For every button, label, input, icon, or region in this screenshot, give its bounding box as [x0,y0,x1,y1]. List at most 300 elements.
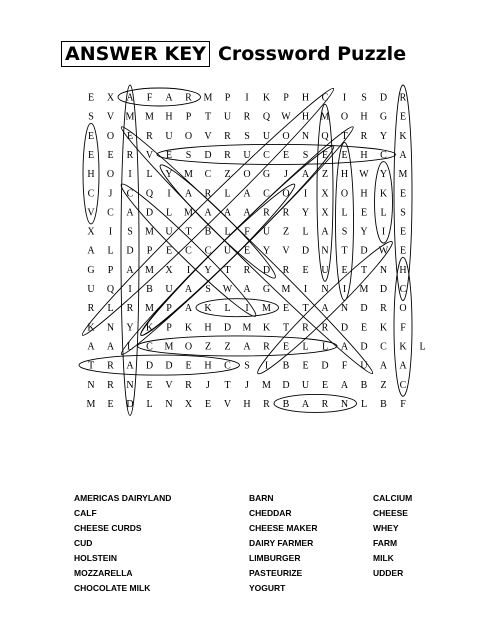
grid-letter: H [243,398,251,410]
grid-letter: Z [380,379,387,391]
grid-letter: M [281,284,291,295]
grid-letter: Y [301,207,310,219]
grid-letter: C [204,169,212,181]
word-list-item: CHEDDAR [249,508,292,518]
grid-letter: C [107,207,114,219]
grid-letter: C [263,188,270,200]
grid-letter: L [224,188,231,200]
grid-letter: H [301,92,310,104]
word-list-item: PASTEURIZE [249,568,303,578]
grid-letter: T [204,111,212,123]
grid-letter: U [165,226,173,238]
grid-letter: A [126,360,134,372]
grid-letter: M [184,169,193,181]
grid-letter: R [399,92,407,104]
grid-letter: R [204,188,212,200]
grid-letter: U [243,149,251,161]
grid-letter: G [262,284,271,295]
grid-letter: A [126,207,134,219]
grid-letter: N [126,379,134,391]
grid-letter: Z [224,341,231,353]
grid-letter: R [321,322,329,334]
grid-letter: D [165,360,173,372]
grid-letter: R [224,149,231,161]
grid-letter: T [360,264,368,276]
grid-letter: A [243,188,251,200]
grid-letter: A [340,379,349,391]
grid-letter: O [106,130,115,142]
grid-letter: C [380,341,387,353]
grid-letter: H [204,322,212,334]
grid-letter: U [321,264,329,276]
grid-letter: E [146,379,153,391]
grid-letter: S [400,207,406,219]
grid-letter: R [224,130,231,142]
grid-letter: R [126,303,134,315]
grid-letter: A [243,341,251,353]
word-list-item: CUD [74,538,93,548]
grid-letter: F [400,322,406,334]
grid-letter: D [321,360,329,372]
grid-letter: E [243,245,251,257]
grid-letter: H [360,149,368,161]
grid-letter: C [399,379,407,391]
grid-letter: A [87,341,95,353]
grid-letter: I [245,92,249,104]
word-list-item: CHOCOLATE MILK [74,583,151,593]
grid-letter: V [204,130,212,142]
grid-letter: K [262,92,271,104]
grid-letter: B [204,226,212,238]
grid-letter: R [185,92,192,104]
grid-letter: M [320,111,330,123]
grid-letter: O [243,169,251,181]
grid-letter: C [146,341,153,353]
grid-letter: Z [204,341,212,353]
grid-letter: F [244,226,250,238]
grid-letter: W [359,169,369,181]
grid-letter: R [243,264,251,276]
grid-letter: R [282,264,290,276]
grid-letter: E [341,149,348,161]
grid-letter: E [399,245,407,257]
grid-letter: S [185,149,192,161]
word-list-item: CHEESE [373,508,408,518]
grid-letter: L [302,226,309,238]
grid-letter: T [302,303,309,315]
grid-letter: Z [321,169,329,181]
grid-letter: E [321,379,329,391]
grid-letter: R [263,207,270,219]
grid-letter: W [222,284,233,295]
grid-letter: T [87,360,95,372]
grid-letter: H [204,360,212,372]
grid-letter: C [126,188,134,200]
grid-letter: T [224,379,231,391]
grid-letter: R [107,360,114,372]
word-list-item: MILK [373,553,394,563]
word-list-item: WHEY [373,523,399,533]
grid-letter: V [106,111,115,123]
grid-letter: D [360,245,368,257]
grid-letter: P [107,264,114,276]
grid-letter: H [399,264,407,276]
grid-letter: E [321,149,329,161]
grid-letter: S [244,360,250,372]
grid-letter: A [184,188,193,200]
grid-letter: L [146,398,153,410]
grid-letter: E [341,264,348,276]
grid-letter: S [205,284,211,295]
grid-letter: H [301,111,310,123]
grid-letter: I [128,169,132,181]
grid-letter: I [128,284,132,295]
grid-letter: L [165,207,173,219]
grid-letter: I [264,360,269,372]
word-list-item: MOZZARELLA [74,568,133,578]
grid-letter: M [359,284,369,295]
grid-letter: E [282,149,290,161]
grid-letter: E [107,149,114,161]
grid-letter: U [223,111,232,123]
grid-letter: D [340,322,349,334]
grid-letter: M [398,169,408,181]
grid-letter: R [126,149,134,161]
grid-letter: K [184,322,193,334]
grid-letter: R [282,207,290,219]
grid-letter: N [87,379,95,391]
grid-letter: R [263,398,270,410]
grid-letter: Y [204,264,212,276]
grid-letter: F [146,92,153,104]
grid-letter: U [165,284,173,295]
grid-letter: E [282,341,290,353]
grid-letter: M [145,111,154,123]
grid-letter: O [184,130,193,142]
grid-letter: T [224,264,231,276]
grid-letter: O [282,130,290,142]
grid-letter: D [379,284,388,295]
grid-letter: K [145,322,154,334]
grid-letter: D [262,264,271,276]
grid-letter: N [106,322,115,334]
grid-letter: E [399,111,407,123]
grid-letter: R [185,379,192,391]
grid-letter: I [342,284,347,295]
word-list-item: LIMBURGER [249,553,301,563]
grid-letter: L [107,303,114,315]
grid-letter: P [146,245,153,257]
grid-letter: M [203,92,213,104]
grid-letter: H [360,188,368,200]
grid-letter: A [87,245,95,257]
grid-letter: E [107,398,114,410]
grid-letter: C [399,284,407,295]
grid-letter: L [380,207,387,219]
grid-letter: V [282,245,290,257]
grid-letter: L [419,341,426,353]
grid-letter: M [262,379,271,391]
grid-letter: I [167,188,171,200]
grid-letter: O [340,111,349,123]
grid-letter: I [303,284,308,295]
grid-letter: B [360,379,368,391]
grid-letter: S [341,226,348,238]
grid-letter: A [399,360,407,372]
grid-letter: O [340,188,349,200]
grid-letter: A [301,169,310,181]
grid-letter: M [145,303,154,315]
grid-letter: N [321,284,329,295]
grid-letter: N [321,245,329,257]
word-list-item: CALF [74,508,97,518]
grid-letter: L [321,341,329,353]
grid-letter: O [282,188,290,200]
grid-letter: N [301,130,310,142]
grid-letter: A [204,207,212,219]
grid-letter: S [244,130,250,142]
grid-letter: Y [360,226,368,238]
grid-letter: Q [106,284,115,295]
grid-letter: V [87,207,95,219]
grid-letter: Y [165,169,173,181]
grid-letter: K [204,303,212,315]
grid-letter: Y [262,245,271,257]
grid-letter: D [204,149,212,161]
word-list-item: UDDER [373,568,404,578]
grid-letter: P [185,111,192,123]
grid-letter: E [360,207,368,219]
grid-letter: V [223,398,232,410]
grid-letter: D [379,92,388,104]
grid-letter: H [360,111,368,123]
grid-letter: N [165,398,173,410]
grid-letter: A [126,264,134,276]
grid-letter: M [125,111,135,123]
grid-letter: K [262,322,271,334]
grid-letter: A [184,284,193,295]
grid-letter: D [282,379,290,391]
grid-letter: V [145,149,154,161]
word-list-item: YOGURT [249,583,286,593]
grid-letter: R [146,130,153,142]
grid-letter: M [86,398,96,410]
grid-letter: I [303,188,308,200]
word-list-item: AMERICAS DAIRYLAND [74,493,172,503]
grid-letter: D [360,341,368,353]
grid-letter: D [301,245,310,257]
grid-letter: A [301,398,310,410]
grid-letter: M [242,322,252,334]
grid-letter: U [262,226,271,238]
grid-letter: I [381,226,386,238]
grid-letter: L [224,303,231,315]
grid-letter: Q [262,111,271,123]
grid-letter: S [88,111,94,123]
grid-letter: U [262,130,271,142]
grid-letter: A [321,303,329,315]
grid-letter: E [282,303,290,315]
grid-letter: E [302,264,309,276]
grid-letter: K [379,322,388,334]
grid-letter: E [399,226,407,238]
grid-letter: B [146,284,153,295]
grid-letter: B [282,360,290,372]
grid-letter: P [283,92,289,104]
word-list-item: CHEESE CURDS [74,523,142,533]
grid-letter: U [87,284,95,295]
grid-letter: T [341,130,348,142]
grid-letter: Y [379,169,388,181]
grid-letter: C [224,360,231,372]
grid-letter: C [87,188,95,200]
grid-letter: E [185,360,192,372]
grid-letter: S [302,149,309,161]
grid-letter: U [301,379,310,391]
grid-letter: G [379,111,388,123]
grid-letter: K [379,188,388,200]
grid-letter: E [399,188,407,200]
grid-letter: Y [379,130,388,142]
grid-letter: M [145,264,154,276]
grid-letter: D [223,322,232,334]
grid-letter: A [126,92,134,104]
grid-letter: A [243,284,251,295]
grid-letter: E [204,398,212,410]
grid-letter: J [108,188,113,200]
grid-letter: X [165,264,173,276]
grid-letter: E [87,130,95,142]
puzzle-title: Crossword Puzzle [217,43,407,65]
grid-letter: M [262,303,271,315]
word-list-item: BARN [249,493,274,503]
grid-letter: E [87,92,95,104]
grid-letter: L [126,341,134,353]
grid-letter: E [87,149,95,161]
grid-letter: U [223,245,232,257]
grid-letter: C [263,149,270,161]
grid-letter: J [284,169,288,181]
grid-letter: L [146,169,153,181]
grid-letter: F [400,398,406,410]
grid-letter: Q [145,188,154,200]
grid-letter: M [145,226,154,238]
grid-letter: X [106,92,115,104]
grid-letter: D [145,207,154,219]
grid-letter: T [185,226,192,238]
grid-letter: B [282,398,290,410]
grid-letter: E [165,245,173,257]
grid-letter: X [184,398,193,410]
word-list-item: HOLSTEIN [74,553,117,563]
grid-letter: D [360,303,368,315]
grid-letter: I [186,264,191,276]
grid-letter: A [223,207,232,219]
grid-letter: I [108,226,113,238]
grid-letter: R [107,379,114,391]
grid-letter: L [341,207,348,219]
grid-letter: N [340,303,349,315]
grid-letter: V [165,379,173,391]
grid-letter: J [206,379,210,391]
grid-letter: A [106,341,115,353]
grid-letter: N [340,398,349,410]
grid-letter: K [87,322,95,334]
grid-letter: X [321,207,329,219]
grid-letter: E [302,360,309,372]
grid-letter: A [184,303,193,315]
grid-letter: O [184,341,193,353]
grid-letter: X [87,226,95,238]
grid-letter: P [166,303,172,315]
grid-letter: A [340,341,349,353]
grid-letter: Z [224,169,231,181]
grid-letter: I [342,92,347,104]
grid-letter: S [127,226,133,238]
grid-letter: M [164,341,174,353]
grid-letter: E [360,322,368,334]
word-list-item: FARM [373,538,398,548]
grid-letter: R [243,111,251,123]
grid-letter: Y [126,322,134,334]
grid-letter: B [380,398,387,410]
grid-letter: C [380,149,387,161]
grid-letter: U [165,130,173,142]
grid-letter: O [106,169,115,181]
grid-letter: R [380,303,387,315]
grid-letter: Z [282,226,290,238]
grid-letter: C [204,245,212,257]
grid-letter: A [165,92,173,104]
grid-letter: A [321,226,329,238]
grid-letter: F [341,360,348,372]
grid-letter: R [321,398,329,410]
grid-letter: A [379,360,388,372]
word-list-item: CHEESE MAKER [249,523,318,533]
word-list-item: DAIRY FARMER [249,538,314,548]
grid-letter: J [245,379,249,391]
grid-letter: P [166,322,172,334]
grid-letter: T [282,322,290,334]
grid-letter: M [184,207,193,219]
grid-letter: X [321,188,329,200]
grid-letter: R [302,322,309,334]
grid-letter: H [340,169,349,181]
grid-letter: Q [321,130,329,142]
grid-letter: D [126,245,134,257]
grid-letter: L [360,398,368,410]
grid-letter: D [126,398,134,410]
grid-letter: S [361,92,367,104]
grid-letter: N [379,264,388,276]
grid-letter: K [399,341,407,353]
grid-letter: C [321,92,329,104]
answer-key-label: ANSWER KEY [61,41,210,67]
grid-letter: K [399,130,407,142]
grid-letter: W [378,245,389,257]
grid-letter: U [360,360,368,372]
grid-letter: A [399,149,407,161]
grid-letter: W [281,111,291,123]
grid-letter: R [360,130,368,142]
grid-letter: L [224,226,231,238]
grid-letter: R [263,341,270,353]
grid-letter: A [243,207,251,219]
grid-letter: H [165,111,173,123]
grid-letter: O [399,303,407,315]
grid-letter: L [302,341,309,353]
grid-letter: I [245,303,249,315]
